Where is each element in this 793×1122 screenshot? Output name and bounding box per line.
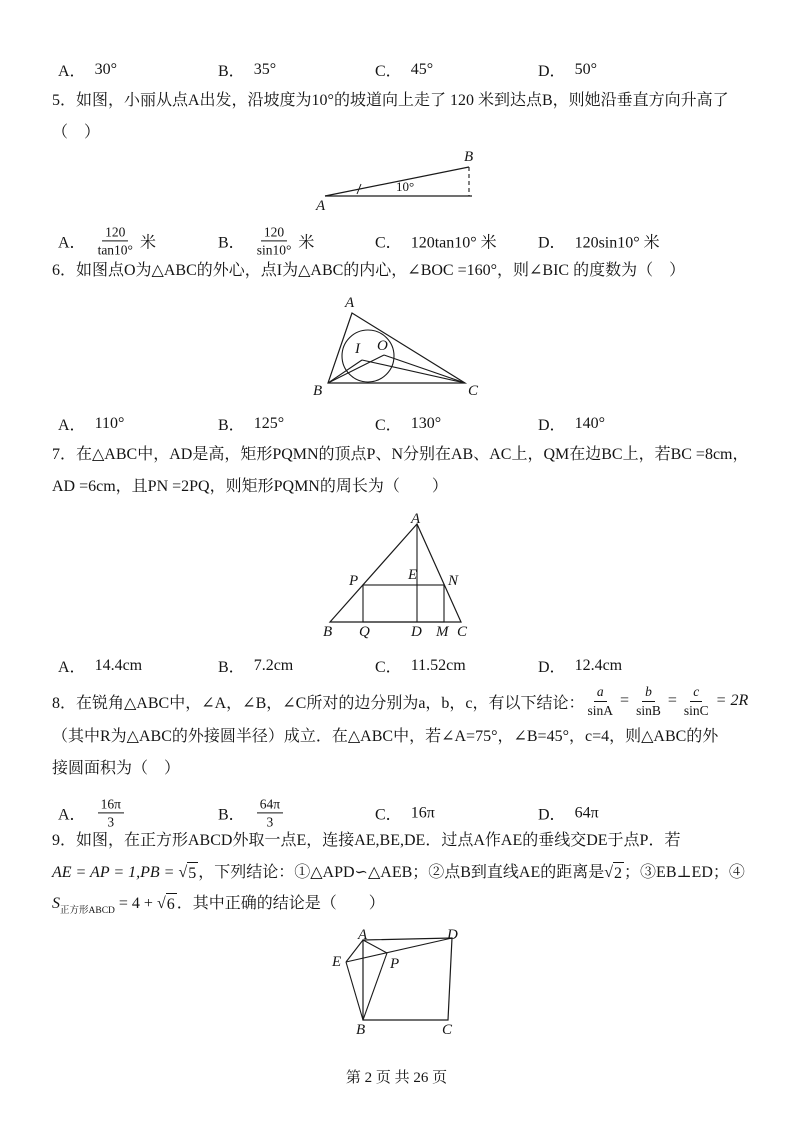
point-label-b: B xyxy=(356,1022,366,1038)
option-a xyxy=(58,412,124,435)
figure-q5-slope-triangle xyxy=(298,148,498,214)
option-a-label: A． xyxy=(58,63,86,80)
option-d-value: 140° xyxy=(574,414,605,432)
point-label-i: I xyxy=(355,341,360,357)
question-7-stem-line2: AD =6cm，且PN =2PQ，则矩形PQMN的周长为（ ） xyxy=(52,478,448,495)
option-b-label: B． xyxy=(218,417,245,434)
option-d-label: D． xyxy=(538,417,566,434)
option-b xyxy=(218,796,286,829)
option-c-value: 45° xyxy=(410,60,434,78)
fraction-b-sinB: $\frac{b}{\sin B}$ xyxy=(636,684,661,718)
fraction: $\frac{16\pi}{3}$ xyxy=(98,796,124,829)
q9-line3-mid: = 4 + xyxy=(114,895,157,912)
question-5-stem-line1: 5．如图，小丽从点A出发，沿坡度为10°的坡道向上走了 120 米到达点B，则她沿垂直方向升高了 xyxy=(52,92,729,109)
option-b-label: B． xyxy=(218,806,245,824)
option-a-label: A． xyxy=(58,806,86,824)
option-b-value: 7.2cm xyxy=(253,656,294,674)
options-row-q5 xyxy=(52,218,772,264)
option-a-label: A． xyxy=(58,234,86,252)
question-5-stem-line2: （ ） xyxy=(52,124,101,141)
option-d xyxy=(538,654,622,677)
option-a-value: 110° xyxy=(94,414,125,432)
option-d-label: D． xyxy=(538,806,566,824)
option-a xyxy=(58,654,142,677)
point-label-a: A xyxy=(411,511,421,527)
question-7-stem-line1: 7．在△ABC中，AD是高，矩形PQMN的顶点P、N分别在AB、AC上，QM在边BC上，若BC =8cm， xyxy=(52,446,749,463)
option-d-label: D． xyxy=(538,63,566,80)
figure-q6-incenter-circumcenter xyxy=(305,292,500,404)
fraction: $\frac{120}{\sin 10^\circ}$ xyxy=(256,224,292,258)
option-c-value: 120tan10° 米 xyxy=(410,234,497,252)
option-a xyxy=(58,796,127,829)
option-a-value: 30° xyxy=(94,60,117,78)
point-label-q: Q xyxy=(359,624,370,640)
point-label-a: A xyxy=(316,198,326,214)
option-d-value: 64π xyxy=(574,804,599,821)
point-label-e: E xyxy=(408,567,418,583)
area-symbol: S xyxy=(52,895,60,912)
question-6-stem: 6．如图点O为△ABC的外心，点I为△ABC的内心，∠BOC =160°，则∠BIC 的度数为（ ） xyxy=(52,262,686,279)
sqrt-5: √ 5 xyxy=(178,862,198,885)
option-b xyxy=(218,58,276,81)
fraction: $\frac{64\pi}{3}$ xyxy=(257,796,283,829)
option-a-value: 14.4cm xyxy=(94,656,143,674)
figure-q7-rectangle-in-triangle xyxy=(315,512,480,647)
option-c xyxy=(375,412,441,435)
options-row-q4 xyxy=(52,58,772,82)
option-c xyxy=(375,58,433,81)
point-label-b: B xyxy=(313,383,323,399)
option-a-label: A． xyxy=(58,417,86,434)
option-c-value: 11.52cm xyxy=(410,656,466,674)
point-label-e: E xyxy=(332,954,342,970)
option-c-label: C． xyxy=(375,417,402,434)
option-b-label: B． xyxy=(218,234,245,252)
point-label-p: P xyxy=(390,956,400,972)
option-d-label: D． xyxy=(538,659,566,676)
point-label-d: D xyxy=(411,624,422,640)
q9-line2-seg1: AE = AP = 1,PB = xyxy=(52,864,179,881)
formula-tail: = 2R xyxy=(715,692,749,709)
option-b-value: 125° xyxy=(253,414,285,432)
question-8-stem-prefix: 8．在锐角△ABC中，∠A，∠B，∠C所对的边分别为a，b，c，有以下结论： xyxy=(52,694,585,712)
question-8-stem-line1 xyxy=(52,680,752,722)
point-label-n: N xyxy=(448,573,459,589)
point-label-a: A xyxy=(345,295,355,311)
option-d xyxy=(538,230,660,253)
option-d-value: 50° xyxy=(574,60,597,78)
equals-sign: = xyxy=(620,692,630,709)
q9-line3-tail: ．其中正确的结论是（ ） xyxy=(176,895,385,912)
option-c-label: C． xyxy=(375,234,402,252)
angle-label-10deg: 10° xyxy=(396,179,415,194)
point-label-d: D xyxy=(447,927,458,943)
radical-sign: √ xyxy=(156,895,166,912)
option-c xyxy=(375,802,435,825)
option-a xyxy=(58,224,156,257)
point-label-m: M xyxy=(436,624,449,640)
option-d xyxy=(538,58,597,81)
point-label-b: B xyxy=(464,149,474,165)
option-b-label: B． xyxy=(218,63,245,80)
point-label-o: O xyxy=(377,338,388,354)
area-subscript: 正方形ABCD xyxy=(60,906,115,916)
question-8-stem-line2: （其中R为△ABC的外接圆半径）成立．在△ABC中，若∠A=75°，∠B=45°，c=4，则△ABC的外 xyxy=(52,728,719,745)
point-label-c: C xyxy=(468,383,479,399)
option-a-suffix: 米 xyxy=(139,234,156,252)
fraction: $\frac{120}{\tan 10^\circ}$ xyxy=(97,224,133,258)
option-a-label: A． xyxy=(58,659,86,676)
fraction-c-sinC: $\frac{c}{\sin C}$ xyxy=(683,684,709,718)
point-label-c: C xyxy=(457,624,468,640)
option-d-label: D． xyxy=(538,234,566,252)
point-label-a: A xyxy=(358,927,368,943)
option-c-label: C． xyxy=(375,63,402,80)
option-d xyxy=(538,802,599,825)
option-b xyxy=(218,412,284,435)
radical-sign: √ xyxy=(178,864,188,881)
option-c xyxy=(375,230,497,253)
option-c xyxy=(375,654,466,677)
fraction-a-sinA: $\frac{a}{\sin A}$ xyxy=(587,684,614,718)
options-row-q7 xyxy=(52,654,772,678)
q9-line2-seg2: ，下列结论：①△APD∽△AEB；②点B到直线AE的距离是 xyxy=(198,864,605,881)
point-label-p: P xyxy=(349,573,359,589)
point-label-b: B xyxy=(323,624,333,640)
question-9-stem-line1: 9．如图，在正方形ABCD外取一点E，连接AE,BE,DE．过点A作AE的垂线交DE于点P．若 xyxy=(52,832,681,849)
option-c-label: C． xyxy=(375,659,402,676)
square-drawing xyxy=(330,928,475,1040)
option-b xyxy=(218,654,293,677)
question-8-stem-line3: 接圆面积为（ ） xyxy=(52,760,181,777)
option-d-value: 12.4cm xyxy=(574,656,623,674)
question-9-stem-line3 xyxy=(52,893,385,922)
point-label-c: C xyxy=(442,1022,453,1038)
option-d-value: 120sin10° 米 xyxy=(574,234,660,252)
sqrt-2: √ 2 xyxy=(604,862,624,885)
question-9-stem-line2 xyxy=(52,862,745,885)
equals-sign: = xyxy=(667,692,677,709)
option-c-value: 16π xyxy=(410,804,435,821)
option-b xyxy=(218,224,314,257)
page-footer: 第 2 页 共 26 页 xyxy=(345,1070,448,1086)
option-b-label: B． xyxy=(218,659,245,676)
option-b-value: 35° xyxy=(253,60,277,78)
sqrt-6: √ 6 xyxy=(157,893,177,916)
option-c-value: 130° xyxy=(410,414,442,432)
option-d xyxy=(538,412,605,435)
radical-sign: √ xyxy=(604,864,614,881)
option-c-label: C． xyxy=(375,806,402,824)
option-b-suffix: 米 xyxy=(298,234,315,252)
option-a xyxy=(58,58,117,81)
q9-line2-seg3: ；③EB⊥ED；④ xyxy=(624,864,745,881)
options-row-q6 xyxy=(52,412,772,436)
figure-q9-square-with-point-e xyxy=(330,928,475,1040)
